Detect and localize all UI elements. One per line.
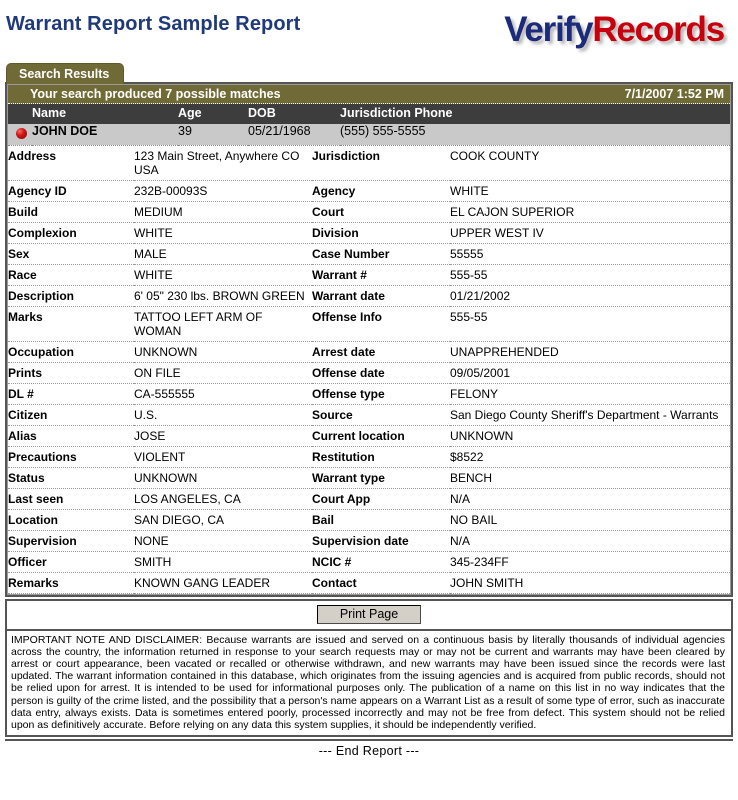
detail-label-left: Description: [8, 285, 134, 306]
detail-label-right: Offense type: [312, 383, 450, 404]
detail-value-right: UNKNOWN: [450, 425, 730, 446]
detail-value-right: 01/21/2002: [450, 285, 730, 306]
page-title: Warrant Report Sample Report: [6, 13, 301, 35]
detail-label-right: Division: [312, 222, 450, 243]
detail-label-right: NCIC #: [312, 551, 450, 572]
table-row: [8, 446, 730, 467]
detail-value-right: JOHN SMITH: [450, 572, 730, 593]
detail-value-right: N/A: [450, 488, 730, 509]
detail-label-left: Agency ID: [8, 180, 134, 201]
detail-label-right: Warrant #: [312, 264, 450, 285]
detail-label-right: Supervision date: [312, 530, 450, 551]
detail-value-left: MALE: [134, 243, 312, 264]
table-row: [8, 180, 730, 201]
detail-label-left: Sex: [8, 243, 134, 264]
detail-value-left: 232B-00093S: [134, 180, 312, 201]
warrant-detail-table: [8, 146, 730, 594]
table-row: [8, 551, 730, 572]
match-name: JOHN DOE: [32, 124, 98, 138]
detail-value-right: 09/05/2001: [450, 362, 730, 383]
table-row[interactable]: [8, 124, 730, 145]
detail-value-right: UPPER WEST IV: [450, 222, 730, 243]
detail-label-left: Build: [8, 201, 134, 222]
detail-value-right: 555-55: [450, 306, 730, 341]
table-row: [8, 467, 730, 488]
detail-value-left: SAN DIEGO, CA: [134, 509, 312, 530]
col-header-dob: DOB: [248, 106, 276, 120]
detail-label-left: DL #: [8, 383, 134, 404]
logo-text-verify: Verify: [504, 10, 593, 49]
table-row: [8, 530, 730, 551]
print-page-button[interactable]: Print Page: [317, 605, 421, 624]
search-results-inner: [7, 84, 731, 595]
tab-bar: [0, 62, 738, 82]
table-row: [8, 201, 730, 222]
detail-value-right: 555-55: [450, 264, 730, 285]
detail-value-left: ON FILE: [134, 362, 312, 383]
detail-value-right: NO BAIL: [450, 509, 730, 530]
detail-label-left: Race: [8, 264, 134, 285]
table-row: [8, 362, 730, 383]
detail-value-left: UNKNOWN: [134, 341, 312, 362]
detail-label-left: Officer: [8, 551, 134, 572]
table-row: [8, 243, 730, 264]
match-age: 39: [178, 124, 192, 138]
detail-value-left: VIOLENT: [134, 446, 312, 467]
detail-label-left: Precautions: [8, 446, 134, 467]
table-row: [8, 509, 730, 530]
disclaimer-text: IMPORTANT NOTE AND DISCLAIMER: Because warrants are issued and served on a continuous basis by literally thousands of individual agencies across the country, the information returned in response to your search requests may or may not be current and warrants may have been cleared by arrest or court appearance, been vacated or recalled or otherwise withdrawn, and new warrants may have been issued since the records were last updated. The warrant information contained in this database, which originates from the issuing agencies and is acquired from public records, should not be relied upon for arrest. It is intended to be used for informational purposes only. The publication of a name on this list in no way indicates that the person is guilty of the crime listed, and the possibility that a person's name appears on a Warrant List as a result of some type of error, such as inaccurate data entry, always exists. Data is sometimes entered poorly, processed incorrectly and may not be free from defect. This system should not be relied upon as definitively accurate. Before relying on any data this system supplies, it should be independently verified.: [5, 631, 733, 738]
table-row: [8, 404, 730, 425]
detail-value-left: KNOWN GANG LEADER: [134, 572, 312, 593]
detail-value-right: WHITE: [450, 180, 730, 201]
detail-label-left: Occupation: [8, 341, 134, 362]
detail-label-left: Supervision: [8, 530, 134, 551]
detail-label-left: Citizen: [8, 404, 134, 425]
detail-label-left: Remarks: [8, 572, 134, 593]
detail-label-left: Location: [8, 509, 134, 530]
detail-label-right: Current location: [312, 425, 450, 446]
detail-label-right: Court: [312, 201, 450, 222]
detail-value-left: NONE: [134, 530, 312, 551]
detail-value-left: CA-555555: [134, 383, 312, 404]
detail-value-left: MEDIUM: [134, 201, 312, 222]
table-row: [8, 383, 730, 404]
detail-value-right: COOK COUNTY: [450, 146, 730, 181]
table-row: [8, 285, 730, 306]
detail-label-right: Warrant date: [312, 285, 450, 306]
verifyrecords-logo: [504, 12, 724, 47]
results-banner: [8, 85, 730, 104]
detail-value-right: FELONY: [450, 383, 730, 404]
col-header-name: Name: [32, 106, 67, 120]
detail-value-left: 123 Main Street, Anywhere CO USA: [134, 146, 312, 181]
detail-label-right: Warrant type: [312, 467, 450, 488]
search-results-panel: [5, 82, 733, 597]
detail-label-left: Address: [8, 146, 134, 181]
results-column-header: [8, 104, 730, 124]
table-row: [8, 222, 730, 243]
detail-value-right: UNAPPREHENDED: [450, 341, 730, 362]
detail-label-right: Contact: [312, 572, 450, 593]
detail-value-right: N/A: [450, 530, 730, 551]
detail-label-right: Offense Info: [312, 306, 450, 341]
detail-label-right: Restitution: [312, 446, 450, 467]
detail-value-left: 6' 05" 230 lbs. BROWN GREEN: [134, 285, 312, 306]
tab-search-results[interactable]: Search Results: [6, 63, 124, 84]
table-row: [8, 488, 730, 509]
detail-label-left: Complexion: [8, 222, 134, 243]
detail-value-right: BENCH: [450, 467, 730, 488]
detail-label-left: Marks: [8, 306, 134, 341]
detail-label-right: Offense date: [312, 362, 450, 383]
match-result-row-table: [8, 124, 730, 146]
results-count-text: Your search produced 7 possible matches: [30, 87, 281, 101]
col-marker-spacer: [8, 104, 32, 120]
detail-value-left: UNKNOWN: [134, 467, 312, 488]
detail-label-left: Status: [8, 467, 134, 488]
detail-value-left: SMITH: [134, 551, 312, 572]
end-report-label: --- End Report ---: [318, 744, 420, 759]
detail-value-right: EL CAJON SUPERIOR: [450, 201, 730, 222]
detail-label-right: Jurisdiction: [312, 146, 450, 181]
detail-value-right: 345-234FF: [450, 551, 730, 572]
detail-value-left: JOSE: [134, 425, 312, 446]
col-header-age: Age: [178, 106, 202, 120]
table-row: [8, 572, 730, 593]
row-marker-cell: [8, 124, 32, 145]
detail-label-right: Source: [312, 404, 450, 425]
detail-label-left: Last seen: [8, 488, 134, 509]
detail-label-right: Agency: [312, 180, 450, 201]
detail-label-left: Alias: [8, 425, 134, 446]
table-row: [8, 146, 730, 181]
logo-text-records: Records: [592, 10, 724, 49]
table-row: [8, 341, 730, 362]
match-phone: (555) 555-5555: [340, 124, 426, 138]
detail-value-right: $8522: [450, 446, 730, 467]
match-dob: 05/21/1968: [248, 124, 311, 138]
detail-value-left: TATTOO LEFT ARM OF WOMAN: [134, 306, 312, 341]
detail-label-right: Court App: [312, 488, 450, 509]
detail-value-right: 55555: [450, 243, 730, 264]
detail-label-left: Prints: [8, 362, 134, 383]
detail-value-left: LOS ANGELES, CA: [134, 488, 312, 509]
detail-value-left: WHITE: [134, 264, 312, 285]
warrant-detail-body: [8, 146, 730, 594]
table-row: [8, 306, 730, 341]
table-row: [8, 425, 730, 446]
detail-value-right: San Diego County Sheriff's Department - Warrants: [450, 404, 730, 425]
detail-label-right: Arrest date: [312, 341, 450, 362]
red-dot-icon: [16, 128, 27, 139]
report-timestamp: 7/1/2007 1:52 PM: [624, 87, 724, 101]
page-header: [0, 0, 738, 62]
print-action-bar: [5, 599, 733, 631]
detail-value-left: U.S.: [134, 404, 312, 425]
detail-label-right: Case Number: [312, 243, 450, 264]
col-header-jurisdiction-phone: Jurisdiction Phone: [340, 106, 453, 120]
detail-value-left: WHITE: [134, 222, 312, 243]
detail-label-right: Bail: [312, 509, 450, 530]
table-row: [8, 264, 730, 285]
